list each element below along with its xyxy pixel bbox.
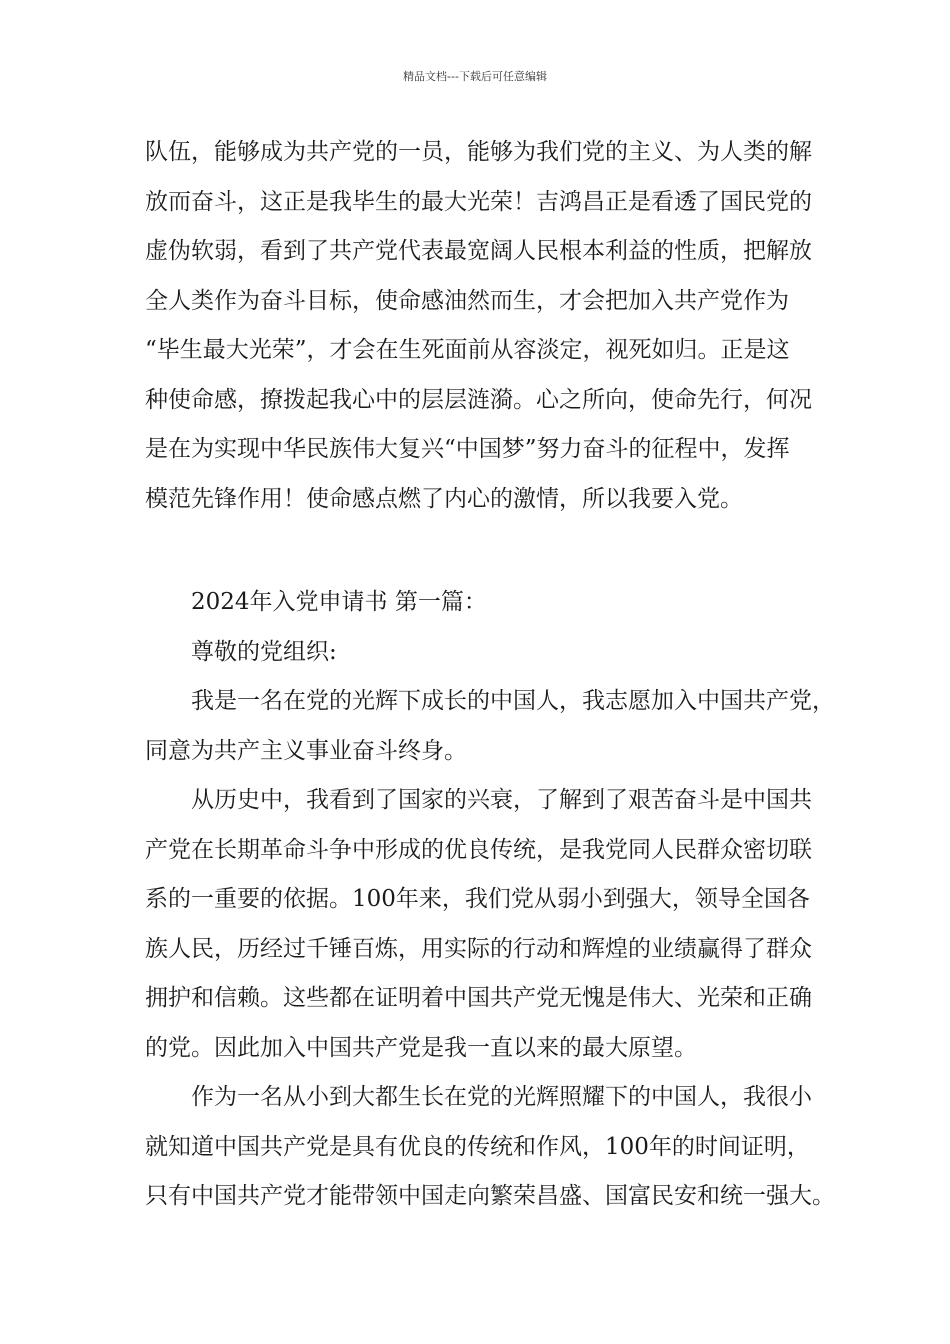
text-line: 是在为实现中华民族伟大复兴“中国梦”努力奋斗的征程中，发挥	[145, 436, 790, 462]
section-title: 2024年入党申请书 第一篇：	[191, 589, 487, 615]
text-line: 的党。因此加入中国共产党是我一直以来的最大原望。	[145, 1034, 697, 1061]
text-line: 虚伪软弱，看到了共产党代表最宽阔人民根本利益的性质，把解放	[145, 238, 812, 264]
paragraph-2	[145, 776, 825, 1073]
text-line: 队伍，能够成为共产党的一员，能够为我们党的主义、为人类的解	[145, 139, 812, 165]
intro-paragraph	[145, 128, 825, 524]
text-line: 作为一名从小到大都生长在党的光辉照耀下的中国人，我很小	[191, 1084, 812, 1110]
paragraph-1	[145, 677, 835, 776]
text-line: 我是一名在党的光辉下成长的中国人，我志愿加入中国共产党，	[191, 688, 835, 714]
text-line: 全人类作为奋斗目标，使命感油然而生，才会把加入共产党作为	[145, 287, 789, 314]
page-header: 精品文档---下载后可任意编辑	[403, 70, 547, 83]
text-line: 族人民，历经过千锤百炼，用实际的行动和辉煌的业绩赢得了群众	[145, 935, 812, 962]
text-line: 种使命感，撩拨起我心中的层层涟漪。心之所向，使命先行，何况	[145, 386, 812, 413]
text-line: 模范先锋作用！使命感点燃了内心的激情，所以我要入党。	[145, 485, 743, 512]
text-line: 同意为共产主义事业奋斗终身。	[145, 737, 467, 764]
text-line: 拥护和信赖。这些都在证明着中国共产党无愧是伟大、光荣和正确	[145, 985, 812, 1011]
text-line: 只有中国共产党才能带领中国走向繁荣昌盛、国富民安和统一强大。	[145, 1183, 835, 1209]
text-line: “毕生最大光荣”，才会在生死面前从容淡定，视死如归。正是这	[145, 337, 790, 363]
section-heading	[145, 578, 825, 677]
text-line: 系的一重要的依据。100年来，我们党从弱小到强大，领导全国各	[145, 886, 810, 912]
text-line: 从历史中，我看到了国家的兴衰，了解到了艰苦奋斗是中国共	[191, 787, 812, 813]
paragraph-3	[145, 1073, 835, 1222]
text-line: 就知道中国共产党是具有优良的传统和作风，100年的时间证明，	[145, 1133, 810, 1160]
text-line: 放而奋斗，这正是我毕生的最大光荣！吉鸿昌正是看透了国民党的	[145, 188, 812, 215]
salutation: 尊敬的党组织:	[191, 638, 337, 665]
text-line: 产党在长期革命斗争中形成的优良传统，是我党同人民群众密切联	[145, 836, 812, 863]
